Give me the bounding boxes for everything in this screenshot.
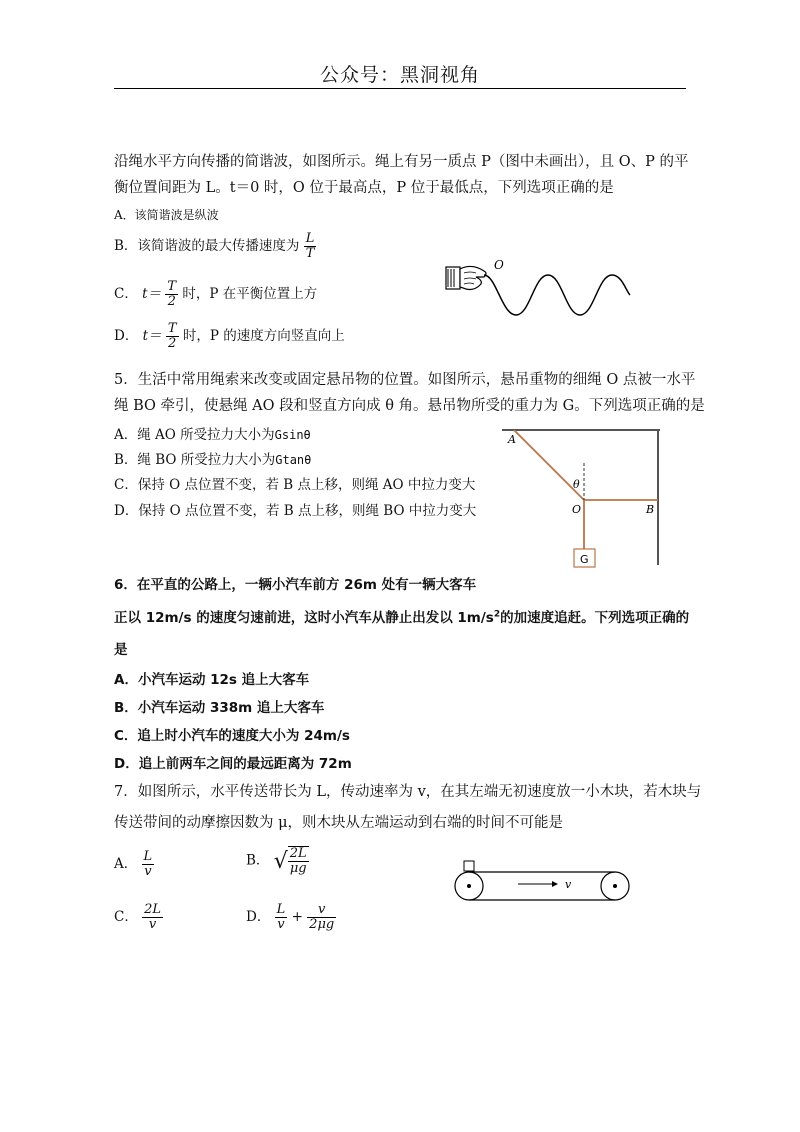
q7-option-a-denominator: v xyxy=(142,864,155,879)
q5-fig-label-b: B xyxy=(646,503,655,516)
q7-option-a-label: A． xyxy=(114,856,138,872)
q5-option-b-expr: Gtanθ xyxy=(275,453,312,467)
q7-option-c xyxy=(114,903,163,932)
q7-option-d-plus: + xyxy=(291,909,303,925)
q4-option-b-numerator: L xyxy=(305,231,315,246)
q7-option-d-denominator-1: v xyxy=(275,917,288,932)
q7-option-c-fraction xyxy=(142,903,163,932)
q4-option-c-numerator: T xyxy=(167,279,177,294)
arrow-head-icon xyxy=(552,881,558,887)
q6-stem-line2 xyxy=(114,606,689,626)
q6-stem-superscript: 2 xyxy=(493,609,501,620)
q4-option-c-denominator: 2 xyxy=(165,294,178,309)
wave-rope xyxy=(484,275,630,315)
q7-conveyor-figure xyxy=(452,858,642,908)
q5-option-b xyxy=(114,448,311,468)
q7-stem-line1: 7．如图所示，水平传送带长为 L，传动速率为 v，在其左端无初速度放一小木块，若木块与 xyxy=(114,784,702,800)
q7-option-d-label: D． xyxy=(246,909,271,925)
q7-option-b-denominator: μg xyxy=(288,861,309,876)
q6-stem-line2-b: 的加速度追赶。下列选项正确的 xyxy=(500,610,690,626)
q7-option-c-label: C． xyxy=(114,909,138,925)
q7-option-b-fraction xyxy=(288,846,309,876)
q7-option-d-numerator-1: L xyxy=(276,902,286,917)
hand-icon xyxy=(446,266,486,289)
header-divider xyxy=(114,88,686,89)
q6-option-d: D．追上前两车之间的最远距离为 72m xyxy=(114,756,352,772)
q7-option-d xyxy=(246,903,336,932)
q7-option-c-numerator: 2L xyxy=(144,902,162,917)
q4-option-a: A．该简谐波是纵波 xyxy=(114,208,219,222)
q4-option-c-t: t＝ xyxy=(142,286,162,302)
q7-option-b xyxy=(246,846,309,876)
q4-option-c-text: 时，P 在平衡位置上方 xyxy=(182,286,318,302)
q5-option-a-expr: Gsinθ xyxy=(274,428,311,442)
q4-option-d-fraction xyxy=(166,322,179,351)
q5-rope-figure xyxy=(500,425,670,575)
q5-option-c: C．保持 O 点位置不变，若 B 点上移，则绳 AO 中拉力变大 xyxy=(114,477,476,493)
q4-option-c-label: C． xyxy=(114,286,138,302)
q5-option-a-text: A．绳 AO 所受拉力大小为 xyxy=(114,427,275,443)
q6-option-a: A．小汽车运动 12s 追上大客车 xyxy=(114,672,310,688)
q5-fig-label-a: A xyxy=(508,433,516,446)
q5-fig-label-o: O xyxy=(572,503,582,516)
q4-option-c xyxy=(114,280,317,309)
q4-wave-figure xyxy=(440,255,640,325)
q7-option-d-fraction-1 xyxy=(275,903,288,932)
q7-option-a xyxy=(114,850,154,879)
q6-stem-line3: 是 xyxy=(114,642,128,658)
q7-fig-label-v: v xyxy=(565,878,572,891)
q4-option-b-fraction xyxy=(304,232,317,261)
q7-option-a-numerator: L xyxy=(143,849,153,864)
q6-option-b: B．小汽车运动 338m 追上大客车 xyxy=(114,700,325,716)
q7-option-d-denominator-2: 2μg xyxy=(309,917,335,932)
q4-option-d-denominator: 2 xyxy=(166,336,179,351)
q4-stem-line1: 沿绳水平方向传播的简谐波，如图所示。绳上有另一质点 P（图中未画出），且 O、P 的平 xyxy=(114,154,689,170)
q4-stem-line2: 衡位置间距为 L。t＝0 时，O 位于最高点，P 位于最低点，下列选项正确的是 xyxy=(114,180,614,196)
right-pulley-axle xyxy=(613,884,617,888)
q7-option-a-fraction xyxy=(142,850,155,879)
q5-stem-line2: 绳 BO 牵引，使悬绳 AO 段和竖直方向成 θ 角。悬吊物所受的重力为 G。下列选项正确的是 xyxy=(114,398,705,414)
q6-stem-line1: 6．在平直的公路上，一辆小汽车前方 26m 处有一辆大客车 xyxy=(114,577,477,593)
q4-option-b xyxy=(114,232,316,261)
q5-fig-label-theta: θ xyxy=(573,478,580,491)
q5-stem-line1: 5．生活中常用绳索来改变或固定悬吊物的位置。如图所示，悬吊重物的细绳 O 点被一水平 xyxy=(114,372,696,388)
q4-option-d-label: D． xyxy=(114,328,139,344)
q5-fig-label-g: G xyxy=(580,553,589,566)
q7-option-c-denominator: v xyxy=(142,917,163,932)
q4-option-c-fraction xyxy=(165,280,178,309)
q4-fig-label-o: O xyxy=(494,258,504,272)
q5-option-a xyxy=(114,423,311,443)
q4-option-b-text: B．该简谐波的最大传播速度为 xyxy=(114,238,300,254)
q7-option-b-numerator: 2L xyxy=(289,846,307,861)
q4-option-d xyxy=(114,322,345,351)
q7-option-d-numerator-2: v xyxy=(318,902,326,917)
wood-block xyxy=(464,861,474,871)
q4-option-d-t: t＝ xyxy=(142,328,162,344)
q4-option-d-text: 时，P 的速度方向竖直向上 xyxy=(182,328,345,344)
q4-option-b-denominator: T xyxy=(305,246,315,261)
page-header: 公众号：黑洞视角 xyxy=(319,64,480,86)
q5-option-b-text: B．绳 BO 所受拉力大小为 xyxy=(114,452,276,468)
q6-option-c: C．追上时小汽车的速度大小为 24m/s xyxy=(114,728,350,744)
q7-option-d-fraction-2 xyxy=(307,903,336,932)
q5-option-d: D．保持 O 点位置不变，若 B 点上移，则绳 BO 中拉力变大 xyxy=(114,503,477,519)
q7-stem-line2: 传送带间的动摩擦因数为 μ，则木块从左端运动到右端的时间不可能是 xyxy=(114,815,564,831)
q7-option-b-label: B． xyxy=(246,852,270,869)
sqrt-icon: √ xyxy=(273,848,288,874)
left-pulley-axle xyxy=(467,884,471,888)
q4-option-d-numerator: T xyxy=(167,321,177,336)
q6-stem-line2-a: 正以 12m/s 的速度匀速前进，这时小汽车从静止出发以 1m/s xyxy=(114,610,494,626)
